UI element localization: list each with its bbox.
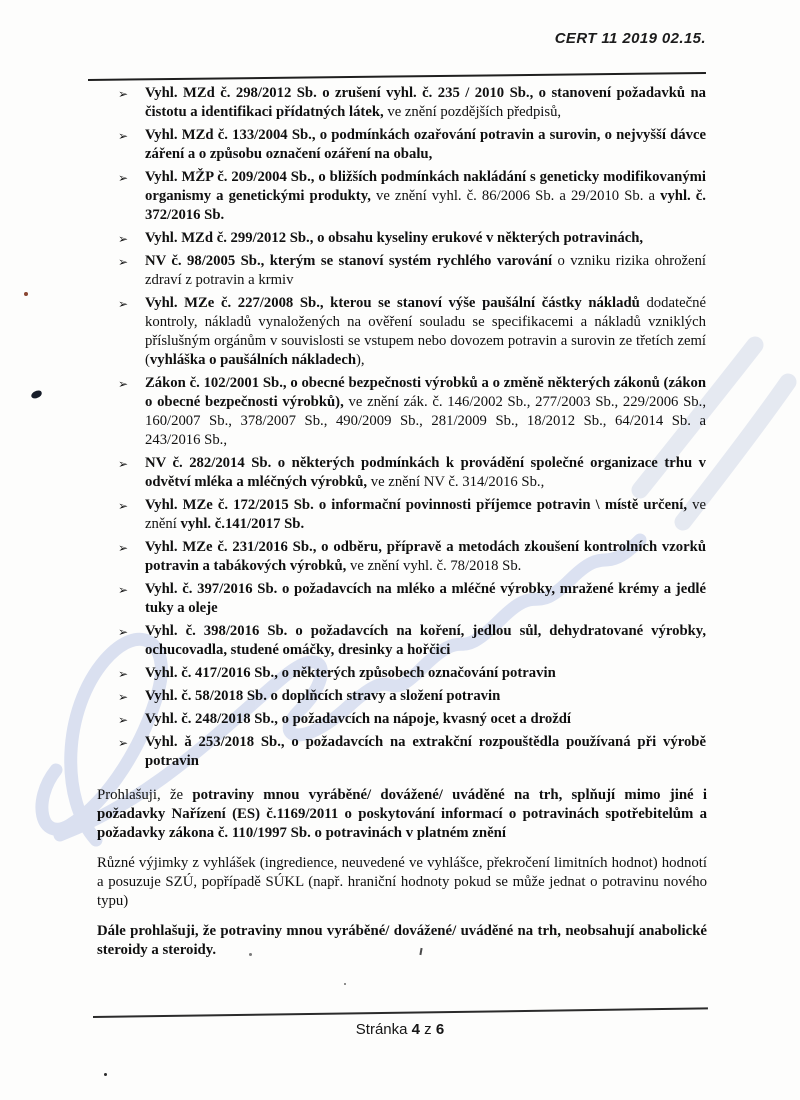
text-segment: ve znění vyhl. č. 78/2018 Sb. bbox=[346, 558, 522, 574]
text-segment: vyhl. č. 372/2016 Sb. bbox=[145, 188, 706, 223]
regulation-list bbox=[118, 84, 706, 775]
regulation-text bbox=[145, 539, 706, 574]
regulation-text bbox=[145, 169, 706, 223]
text-segment: dodatečné kontroly, nákladů vynaložených na ověření souladu se specifikacemi a nákladů vzniklých příslušným orgánům v souvislosti se vstupem nebo dovozem potravin a surovin ze třetích zemí ( bbox=[145, 295, 706, 368]
declaration-paragraphs bbox=[97, 786, 707, 971]
text-segment: Vyhl. č. 248/2018 Sb., o požadavcích na nápoje, kvasný ocet a droždí bbox=[145, 711, 571, 727]
regulation-item bbox=[118, 687, 706, 706]
declaration-paragraph bbox=[97, 854, 707, 911]
arrow-bullet-icon: ➢ bbox=[118, 129, 129, 143]
text-segment: NV č. 98/2005 Sb., kterým se stanoví systém rychlého varování bbox=[145, 253, 553, 269]
regulation-item bbox=[118, 622, 706, 660]
regulation-text bbox=[145, 127, 706, 162]
arrow-bullet-icon: ➢ bbox=[118, 232, 129, 246]
text-segment: vyhl. č.141/2017 Sb. bbox=[180, 516, 305, 532]
regulation-item bbox=[118, 84, 706, 122]
regulation-item bbox=[118, 710, 706, 729]
text-segment: Dále prohlašuji, že potraviny mnou vyráběné/ dovážené/ uváděné na trh, neobsahují anabolické steroidy a steroidy. bbox=[97, 923, 707, 958]
text-segment: z bbox=[420, 1021, 436, 1038]
regulation-item bbox=[118, 229, 706, 248]
regulation-item bbox=[118, 580, 706, 618]
text-segment: Vyhl. MZe č. 231/2016 Sb., o odběru, přípravě a metodách zkoušení kontrolních vzorků potravin a tabákových výrobků, bbox=[145, 539, 706, 574]
text-segment: vyhláška o paušálních nákladech bbox=[149, 352, 357, 368]
arrow-bullet-icon: ➢ bbox=[118, 457, 129, 471]
regulation-text bbox=[145, 711, 571, 727]
text-segment: ve znění bbox=[145, 497, 706, 532]
text-segment: ve znění NV č. 314/2016 Sb., bbox=[367, 474, 545, 490]
document-header bbox=[555, 30, 706, 47]
text-segment: Vyhl. č. 58/2018 Sb. o doplňcích stravy a složení potravin bbox=[145, 688, 501, 704]
regulation-item bbox=[118, 454, 706, 492]
arrow-bullet-icon: ➢ bbox=[118, 690, 129, 704]
arrow-bullet-icon: ➢ bbox=[118, 297, 129, 311]
text-segment: Vyhl. MZd č. 299/2012 Sb., o obsahu kyseliny erukové v některých potravinách, bbox=[145, 230, 644, 246]
regulation-text bbox=[145, 665, 556, 681]
arrow-bullet-icon: ➢ bbox=[118, 625, 129, 639]
text-segment: 4 bbox=[411, 1021, 421, 1038]
text-segment: Vyhl. MŽP č. 209/2004 Sb., o bližších podmínkách nakládání s geneticky modifikovanými organismy a genetickými produkty, bbox=[145, 169, 706, 204]
arrow-bullet-icon: ➢ bbox=[118, 583, 129, 597]
regulation-text bbox=[145, 375, 706, 448]
regulation-text bbox=[145, 581, 706, 616]
page-number bbox=[356, 1021, 444, 1038]
text-segment: Vyhl. č. 417/2016 Sb., o některých způsobech označování potravin bbox=[145, 665, 556, 681]
page-footer bbox=[0, 1021, 800, 1038]
scan-artifact-dot bbox=[104, 1073, 107, 1076]
arrow-bullet-icon: ➢ bbox=[118, 87, 129, 101]
text-segment: Různé výjimky z vyhlášek (ingredience, neuvedené ve vyhlášce, překročení limitních hodnot) hodnotí a posuzuje SZÚ, popřípadě SÚKL (např. hraniční hodnoty pokud se může jednat o potravinu nového typu) bbox=[97, 855, 707, 909]
header-divider bbox=[88, 72, 706, 81]
regulation-text bbox=[145, 497, 706, 532]
text-segment: Vyhl. č. 397/2016 Sb. o požadavcích na mléko a mléčné výrobky, mražené krémy a jedlé tuky a oleje bbox=[145, 581, 706, 616]
text-segment: Vyhl. MZe č. 172/2015 Sb. o informační povinnosti příjemce potravin \ místě určení, bbox=[145, 497, 688, 513]
text-segment: ve znění pozdějších předpisů, bbox=[383, 104, 562, 120]
arrow-bullet-icon: ➢ bbox=[118, 255, 129, 269]
scan-artifact-ink-blot bbox=[30, 389, 43, 399]
arrow-bullet-icon: ➢ bbox=[118, 499, 129, 513]
text-segment: Vyhl. č. 398/2016 Sb. o požadavcích na koření, jedlou sůl, dehydratované výrobky, ochucovadla, studené omáčky, dresinky a hořčici bbox=[145, 623, 706, 658]
text-segment: Vyhl. MZd č. 298/2012 Sb. o zrušení vyhl. č. 235 / 2010 Sb., o stanovení požadavků na čistotu a identifikaci přídatných látek, bbox=[145, 85, 706, 120]
regulation-text bbox=[145, 688, 500, 704]
text-segment: ), bbox=[356, 352, 365, 368]
scan-artifact-dot bbox=[344, 983, 346, 985]
arrow-bullet-icon: ➢ bbox=[118, 171, 129, 185]
regulation-item bbox=[118, 294, 706, 370]
text-segment: Prohlašuji, že bbox=[97, 787, 193, 803]
text-segment: NV č. 282/2014 Sb. o některých podmínkách k provádění společné organizace trhu v odvětví mléka a mléčných výrobků, bbox=[145, 455, 706, 490]
declaration-paragraph bbox=[97, 922, 707, 960]
regulation-text bbox=[145, 455, 706, 490]
regulation-text bbox=[145, 253, 706, 288]
scan-artifact-dot bbox=[24, 292, 28, 296]
text-segment: Vyhl. MZe č. 227/2008 Sb., kterou se stanoví výše paušální částky nákladů bbox=[145, 295, 640, 311]
text-segment: Zákon č. 102/2001 Sb., o obecné bezpečnosti výrobků a o změně některých zákonů (zákon o obecné bezpečnosti výrobků), bbox=[145, 375, 706, 410]
scan-artifact-dot bbox=[249, 953, 252, 956]
arrow-bullet-icon: ➢ bbox=[118, 736, 129, 750]
text-segment: Vyhl. ǎ 253/2018 Sb., o požadavcích na extrakční rozpouštědla používaná při výrobě potravin bbox=[145, 734, 706, 769]
regulation-text bbox=[145, 230, 643, 246]
regulation-text bbox=[145, 623, 706, 658]
regulation-item bbox=[118, 538, 706, 576]
text-segment: Vyhl. MZd č. 133/2004 Sb., o podmínkách ozařování potravin a surovin, o nejvyšší dávce záření a o způsobu označení ozáření na obalu, bbox=[145, 127, 706, 162]
arrow-bullet-icon: ➢ bbox=[118, 713, 129, 727]
arrow-bullet-icon: ➢ bbox=[118, 541, 129, 555]
cert-label: CERT 11 2019 02.15. bbox=[554, 30, 706, 47]
footer-divider bbox=[93, 1007, 708, 1018]
regulation-item bbox=[118, 733, 706, 771]
arrow-bullet-icon: ➢ bbox=[118, 377, 129, 391]
regulation-text bbox=[145, 85, 706, 120]
regulation-item bbox=[118, 664, 706, 683]
text-segment: 6 bbox=[435, 1021, 445, 1038]
regulation-item bbox=[118, 126, 706, 164]
declaration-paragraph bbox=[97, 786, 707, 843]
regulation-text bbox=[145, 734, 706, 769]
regulation-item bbox=[118, 168, 706, 225]
regulation-item bbox=[118, 252, 706, 290]
regulation-item bbox=[118, 496, 706, 534]
regulation-item bbox=[118, 374, 706, 450]
text-segment: o vzniku rizika ohrožení zdraví z potravin a krmiv bbox=[145, 253, 706, 288]
text-segment: ve znění zák. č. 146/2002 Sb., 277/2003 Sb., 229/2006 Sb., 160/2007 Sb., 378/2007 Sb., 490/2009 Sb., 281/2009 Sb., 18/2012 Sb., 64/2014 Sb. a 243/2016 Sb., bbox=[145, 394, 706, 448]
arrow-bullet-icon: ➢ bbox=[118, 667, 129, 681]
text-segment: Stránka bbox=[355, 1021, 412, 1038]
regulation-text bbox=[145, 295, 706, 368]
text-segment: potraviny mnou vyráběné/ dovážené/ uváděné na trh, splňují mimo jiné i požadavky Nařízení (ES) č.1169/2011 o poskytování informací o potravinách spotřebitelům a požadavky zákona č. 110/1997 Sb. o potravinách v platném znění bbox=[97, 787, 707, 841]
text-segment: ve znění vyhl. č. 86/2006 Sb. a 29/2010 Sb. a bbox=[370, 188, 661, 204]
